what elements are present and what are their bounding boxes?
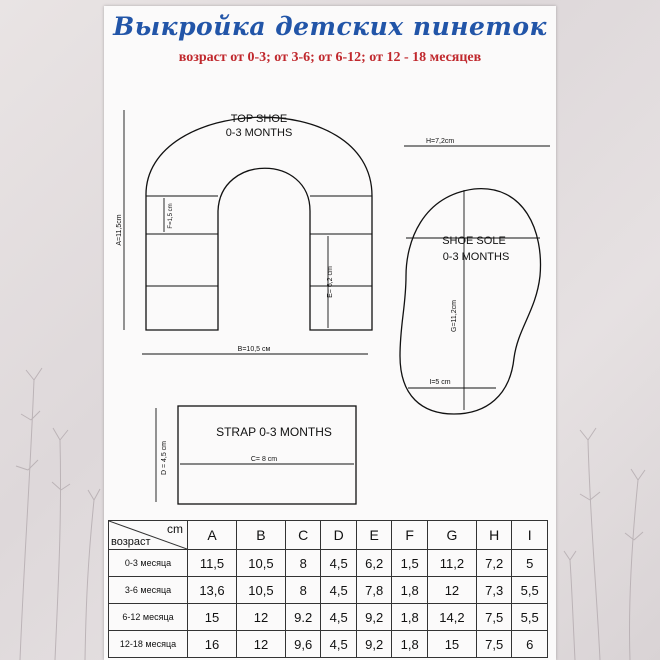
shoe-sole-age-label: 0-3 MONTHS (442, 251, 510, 263)
dimension-h-label: H=7,2cm (426, 138, 455, 145)
top-shoe-age-label: 0-3 MONTHS (225, 127, 293, 139)
page-subtitle: возраст от 0-3; от 3-6; от 6-12; от 12 - 18 месяцев (178, 50, 482, 65)
table-cell: 1,8 (392, 577, 428, 604)
corner-unit-label: cm (167, 522, 183, 536)
size-table (108, 520, 548, 658)
row-age-label: 6-12 месяца (109, 604, 188, 631)
top-shoe-label: TOP SHOE (230, 113, 288, 125)
strap-label: STRAP 0-3 MONTHS (216, 425, 332, 439)
table-cell: 11,2 (427, 550, 476, 577)
dimension-c-label: C= 8 cm (250, 456, 278, 463)
dimension-f-label: F=1,5 cm (168, 203, 174, 229)
table-row (109, 550, 548, 577)
table-cell: 15 (188, 604, 237, 631)
column-header: D (321, 521, 357, 550)
table-row (109, 604, 548, 631)
row-age-label: 0-3 месяца (109, 550, 188, 577)
table-cell: 5,5 (512, 577, 548, 604)
table-cell: 9.2 (285, 604, 321, 631)
table-cell: 4,5 (321, 631, 357, 658)
table-cell: 7,3 (476, 577, 512, 604)
row-age-label: 12-18 месяца (109, 631, 188, 658)
table-cell: 6 (512, 631, 548, 658)
dimension-a-label: A=11,5cm (116, 214, 123, 246)
table-cell: 12 (236, 604, 285, 631)
table-cell: 7,5 (476, 631, 512, 658)
table-cell: 12 (236, 631, 285, 658)
table-cell: 4,5 (321, 604, 357, 631)
column-header: F (392, 521, 428, 550)
dimension-g-label: G=11,2cm (451, 300, 458, 332)
table-cell: 1,5 (392, 550, 428, 577)
table-cell: 10,5 (236, 550, 285, 577)
table-cell: 13,6 (188, 577, 237, 604)
table-cell: 8 (285, 550, 321, 577)
table-cell: 5 (512, 550, 548, 577)
top-shoe-pattern (116, 110, 372, 354)
table-corner-cell (109, 521, 188, 550)
table-cell: 7,2 (476, 550, 512, 577)
dimension-d-label: D = 4,5 cm (161, 440, 168, 476)
column-header: B (236, 521, 285, 550)
table-cell: 4,5 (321, 550, 357, 577)
table-cell: 5,5 (512, 604, 548, 631)
table-cell: 11,5 (188, 550, 237, 577)
table-cell: 1,8 (392, 631, 428, 658)
corner-age-label: возраст (111, 536, 151, 548)
pattern-diagram (104, 6, 556, 526)
pattern-sheet (104, 6, 556, 660)
table-row (109, 631, 548, 658)
table-cell: 8 (285, 577, 321, 604)
table-cell: 7,8 (356, 577, 392, 604)
table-cell: 10,5 (236, 577, 285, 604)
table-cell: 7,5 (476, 604, 512, 631)
table-cell: 6,2 (356, 550, 392, 577)
column-header: C (285, 521, 321, 550)
table-cell: 9,2 (356, 631, 392, 658)
table-cell: 12 (427, 577, 476, 604)
page-title: Выкройка детских пинеток (113, 12, 547, 41)
table-cell: 4,5 (321, 577, 357, 604)
dimension-i-label: I=5 cm (429, 379, 451, 386)
table-cell: 15 (427, 631, 476, 658)
shoe-sole-label: SHOE SOLE (442, 235, 506, 247)
column-header: G (427, 521, 476, 550)
table-row (109, 577, 548, 604)
column-header: E (356, 521, 392, 550)
column-header: A (188, 521, 237, 550)
strap-pattern (156, 406, 356, 504)
shoe-sole-pattern (400, 138, 550, 414)
table-cell: 16 (188, 631, 237, 658)
table-cell: 14,2 (427, 604, 476, 631)
table-header-row (109, 521, 548, 550)
table-cell: 9,2 (356, 604, 392, 631)
table-cell: 9,6 (285, 631, 321, 658)
row-age-label: 3-6 месяца (109, 577, 188, 604)
dimension-b-label: B=10,5 см (237, 346, 271, 353)
dimension-e-label: E= 6,2 cm (327, 266, 334, 298)
column-header: I (512, 521, 548, 550)
table-cell: 1,8 (392, 604, 428, 631)
column-header: H (476, 521, 512, 550)
